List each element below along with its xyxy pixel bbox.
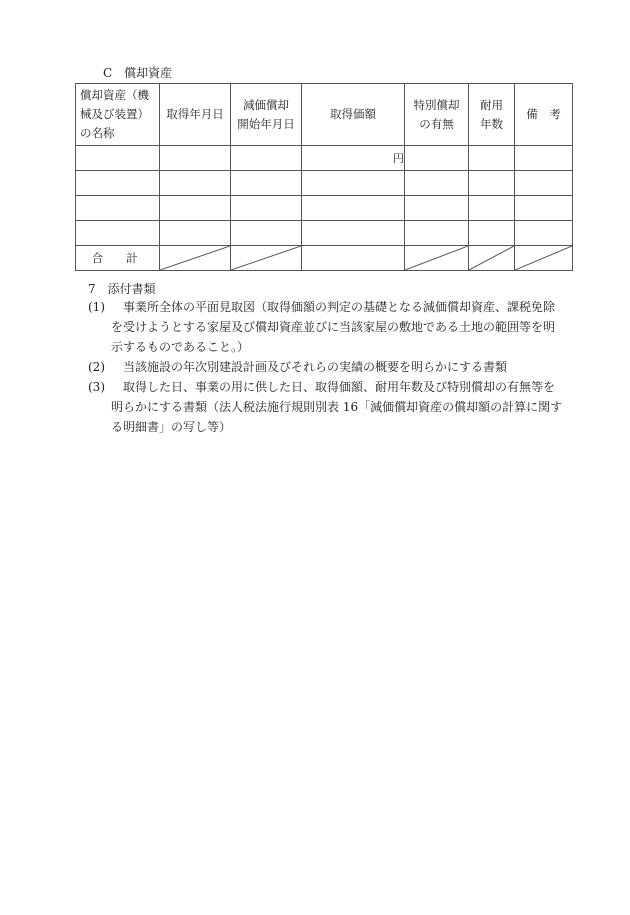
yen-unit: 円 xyxy=(302,146,405,171)
header-special-depreciation: 特別償却 の有無 xyxy=(405,84,469,146)
diagonal-cell xyxy=(231,246,302,271)
diagonal-cell xyxy=(515,246,573,271)
header-depreciation-start: 減価償却 開始年月日 xyxy=(231,84,302,146)
header-asset-name: 償却資産（機 械及び装置） の名称 xyxy=(76,84,160,146)
table-header-row xyxy=(76,84,573,146)
depreciable-assets-table xyxy=(75,83,573,271)
section-c-heading: C 償却資産 xyxy=(103,66,173,80)
header-acquisition-cost: 取得価額 xyxy=(302,84,405,146)
section-7-heading: 7 添付書類 xyxy=(88,282,156,296)
total-row xyxy=(76,246,573,271)
total-label: 合 計 xyxy=(76,246,160,271)
header-useful-life: 耐用 年数 xyxy=(469,84,515,146)
diagonal-cell xyxy=(469,246,515,271)
table-row xyxy=(76,171,573,196)
table-row xyxy=(76,146,573,171)
header-acquisition-date: 取得年月日 xyxy=(160,84,231,146)
diagonal-cell xyxy=(405,246,469,271)
attachment-item-1: (1) 事業所全体の平面見取図（取得価額の判定の基礎となる減価償却資産、課税免除 を受けようとする家屋及び償却資産並びに当該家屋の敷地である土地の範囲等を明 示するものであること。） xyxy=(88,300,556,354)
attachment-item-3: (3) 取得した日、事業の用に供した日、取得価額、耐用年数及び特別償却の有無等を 明らかにする書類（法人税法施行規則別表 16「減価償却資産の償却額の計算に関す る明細書」の写し等） xyxy=(88,380,563,434)
attachment-item-2: (2) 当該施設の年次別建設計画及びそれらの実績の概要を明らかにする書類 xyxy=(88,360,508,374)
table-row xyxy=(76,196,573,221)
header-remarks: 備 考 xyxy=(515,84,573,146)
table-row xyxy=(76,221,573,246)
diagonal-cell xyxy=(160,246,231,271)
